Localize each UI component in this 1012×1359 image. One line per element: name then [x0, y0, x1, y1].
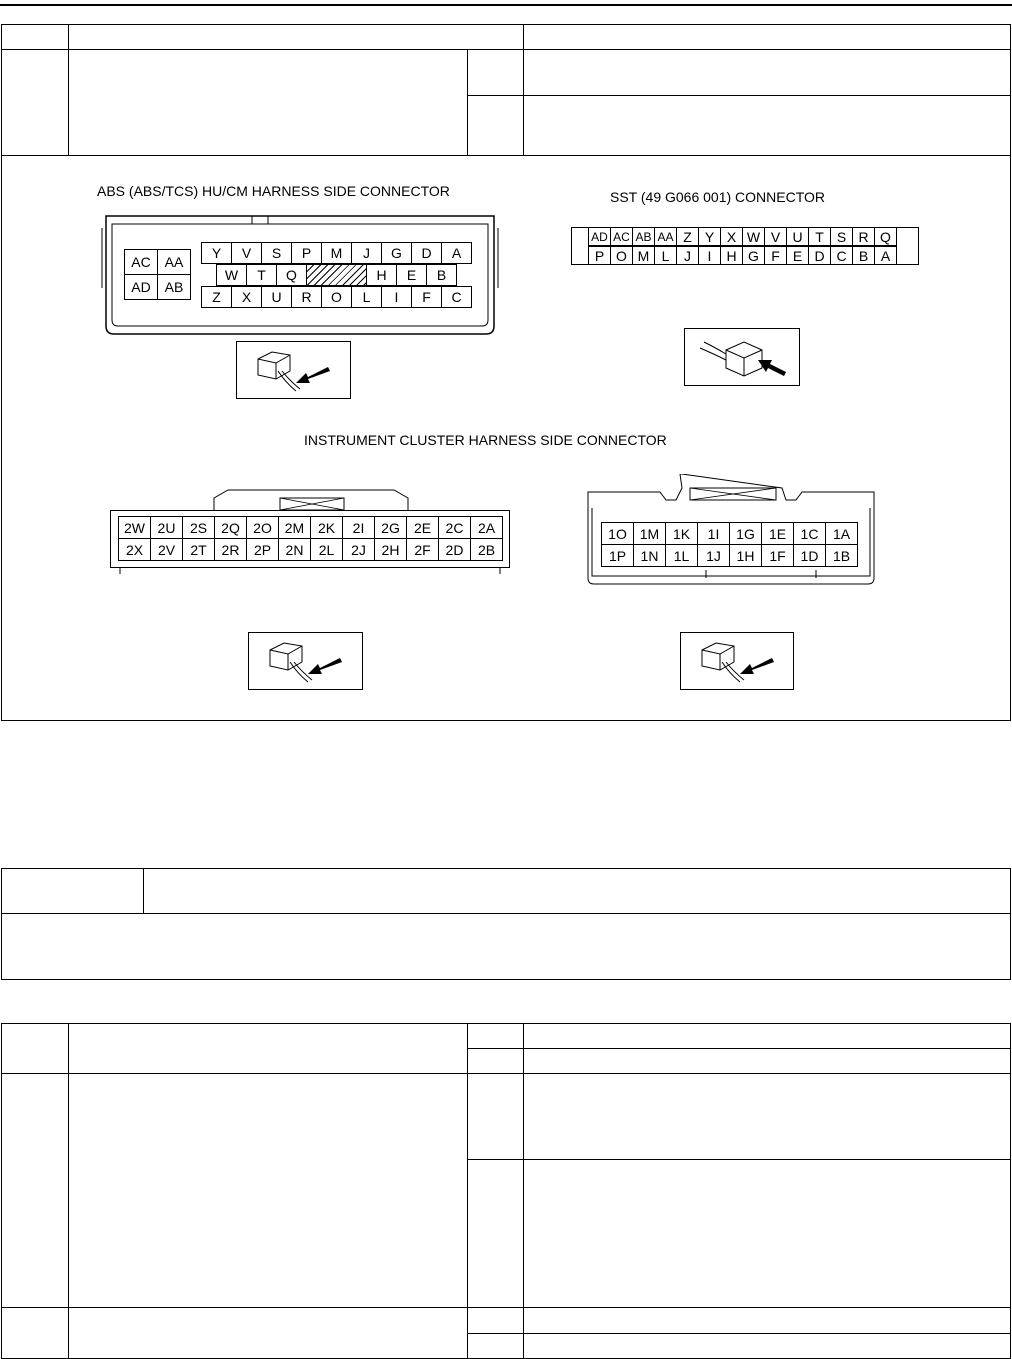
connector-pin: AB	[157, 274, 191, 300]
connector-pin: 1N	[633, 544, 666, 567]
connector-pin: Q	[874, 227, 897, 246]
connector-pin: V	[231, 242, 262, 264]
connector-pin: 1G	[729, 522, 762, 545]
connector-pin: AA	[157, 249, 191, 275]
connector-pin: 2Q	[214, 516, 247, 539]
connector-pin: H	[366, 264, 397, 286]
connector-pin: AA	[654, 227, 677, 246]
connector-pin: 2I	[342, 516, 375, 539]
connector-pin: 2W	[118, 516, 151, 539]
connector-pin: L	[654, 246, 677, 265]
connector-pin: 1M	[633, 522, 666, 545]
connector-pin: 1C	[793, 522, 826, 545]
connector-pin: 1A	[825, 522, 858, 545]
table-1-frame	[1, 24, 1011, 721]
connector-pin: R	[852, 227, 875, 246]
connector-pin: I	[381, 286, 412, 308]
connector-pin: AD	[124, 274, 158, 300]
connector-pin: F	[764, 246, 787, 265]
connector-pin: 2O	[246, 516, 279, 539]
connector-pin: E	[396, 264, 427, 286]
connector-pin: W	[216, 264, 247, 286]
connector-pin: U	[261, 286, 292, 308]
connector-pin: 2V	[150, 538, 183, 561]
harness-side-view-icon	[236, 341, 351, 399]
connector-pin: 2K	[310, 516, 343, 539]
connector-pin: 1F	[761, 544, 794, 567]
connector-pin: Z	[676, 227, 699, 246]
abs-connector-title: ABS (ABS/TCS) HU/CM HARNESS SIDE CONNECTOR	[97, 183, 450, 199]
connector-pin: X	[720, 227, 743, 246]
connector-pin: 1D	[793, 544, 826, 567]
connector-pin: D	[808, 246, 831, 265]
connector-pin: 2A	[470, 516, 503, 539]
connector-pin: E	[786, 246, 809, 265]
connector-pin: 2D	[438, 538, 471, 561]
connector-pin: 2N	[278, 538, 311, 561]
connector-pin: A	[441, 242, 472, 264]
connector-pin: M	[321, 242, 352, 264]
connector-pin: J	[676, 246, 699, 265]
connector-pin: F	[411, 286, 442, 308]
connector-pin: T	[246, 264, 277, 286]
connector-pin: O	[321, 286, 352, 308]
connector-pin: S	[261, 242, 292, 264]
connector-pin: 2M	[278, 516, 311, 539]
connector-pin: 2L	[310, 538, 343, 561]
connector-pin: D	[411, 242, 442, 264]
connector-pin: 2P	[246, 538, 279, 561]
connector-pin: M	[632, 246, 655, 265]
connector-pin: U	[786, 227, 809, 246]
connector-pin: 1O	[601, 522, 634, 545]
connector-pin: 1E	[761, 522, 794, 545]
ic-1-side-view-icon	[680, 632, 794, 690]
connector-pin: A	[874, 246, 897, 265]
connector-pin: V	[764, 227, 787, 246]
connector-pin: 1I	[697, 522, 730, 545]
connector-pin: Y	[201, 242, 232, 264]
connector-pin: T	[808, 227, 831, 246]
connector-pin: B	[426, 264, 457, 286]
ic-2-side-view-icon	[248, 632, 363, 690]
connector-pin: 2U	[150, 516, 183, 539]
sst-connector-title: SST (49 G066 001) CONNECTOR	[610, 189, 826, 205]
connector-pin: X	[231, 286, 262, 308]
connector-pin: W	[742, 227, 765, 246]
connector-pin: C	[441, 286, 472, 308]
connector-pin: 1B	[825, 544, 858, 567]
connector-pin: 2X	[118, 538, 151, 561]
connector-pin: P	[588, 246, 611, 265]
blank-pin-hatched	[306, 264, 367, 286]
connector-pin: 1H	[729, 544, 762, 567]
connector-pin: 2S	[182, 516, 215, 539]
connector-pin: G	[381, 242, 412, 264]
connector-pin: 2T	[182, 538, 215, 561]
connector-pin: O	[610, 246, 633, 265]
connector-pin: 2F	[406, 538, 439, 561]
connector-pin: 2R	[214, 538, 247, 561]
info-box-frame	[1, 868, 1011, 980]
connector-pin: H	[720, 246, 743, 265]
connector-pin: Z	[201, 286, 232, 308]
connector-pin: G	[742, 246, 765, 265]
connector-pin: AC	[610, 227, 633, 246]
connector-pin: 2E	[406, 516, 439, 539]
connector-pin: S	[830, 227, 853, 246]
connector-pin: R	[291, 286, 322, 308]
connector-pin: B	[852, 246, 875, 265]
connector-pin: L	[351, 286, 382, 308]
connector-pin: 1L	[665, 544, 698, 567]
connector-pin: C	[830, 246, 853, 265]
connector-pin: 2C	[438, 516, 471, 539]
connector-pin: Y	[698, 227, 721, 246]
connector-pin: 2H	[374, 538, 407, 561]
connector-pin: J	[351, 242, 382, 264]
connector-pin: 2J	[342, 538, 375, 561]
connector-pin: 1J	[697, 544, 730, 567]
connector-pin: AB	[632, 227, 655, 246]
connector-pin: 1K	[665, 522, 698, 545]
connector-pin: P	[291, 242, 322, 264]
connector-pin: AC	[124, 249, 158, 275]
connector-pin: I	[698, 246, 721, 265]
connector-pin: 2G	[374, 516, 407, 539]
connector-pin: AD	[588, 227, 611, 246]
header-rule	[0, 4, 1012, 6]
connector-pin: 2B	[470, 538, 503, 561]
instrument-cluster-title: INSTRUMENT CLUSTER HARNESS SIDE CONNECTOR	[304, 432, 667, 448]
connector-pin: Q	[276, 264, 307, 286]
connector-pin: 1P	[601, 544, 634, 567]
sst-side-view-icon	[684, 328, 800, 386]
